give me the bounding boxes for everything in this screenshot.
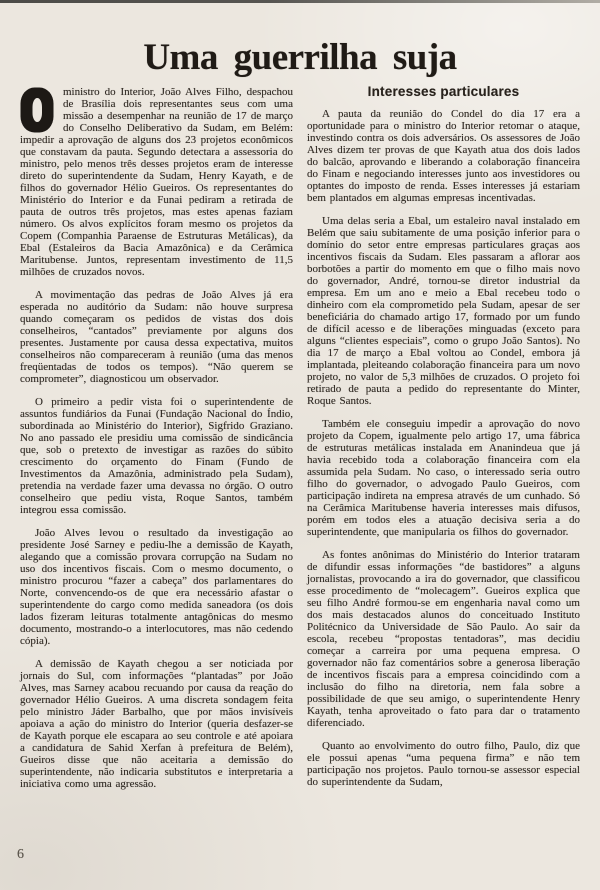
article-paragraph: A demissão de Kayath chegou a ser noticiada por jornais do Sul, com informações “plantadas” por João Alves, mas Sarney acabou recuando por causa da reação do governador Hélio Gueiros. A uma discreta sondagem feita pelo ministro Jáder Barbalho, que por mãos invisíveis apoiava a ação do ministro do Interior (queria desfazer-se de Kayath porque ele escapara ao seu controle e até apoiara a candidatura de Sahid Xerfan à prefeitura de Belém), Gueiros disse que não aceitaria a demissão do superintendente, não indicaria substitutos e interpretaria a iniciativa como uma agressão. bbox=[20, 658, 293, 790]
article-paragraph: Quanto ao envolvimento do outro filho, Paulo, diz que ele possui apenas “uma pequena firma” e não tem participação nos projetos. Paulo tornou-se assessor especial do superintendente da Sudam, bbox=[307, 740, 580, 788]
article-title: Uma guerrilha suja bbox=[143, 37, 457, 78]
article-paragraph: Também ele conseguiu impedir a aprovação do novo projeto da Copem, igualmente pelo artigo 17, uma fábrica de estruturas metálicas instalada em Ananindeua que já havia recebido toda a colaboração financeira com ela assumida pela Sudam. No caso, o interessado seria outro filho do governador, o advogado Paulo Gueiros, com participação indireta na empresa através de um cunhado. Só na Cerâmica Maritubense haveria interesses mais difusos, porém em todos eles a atuação decisiva seria a do superintendente, que manipularia os filhos do governador. bbox=[307, 418, 580, 538]
article-paragraph bbox=[20, 86, 293, 278]
article-paragraph: A pauta da reunião do Condel do dia 17 era a oportunidade para o ministro do Interior retomar o ataque, investindo contra os dois adversários. Os assessores de João Alves dizem ter provas de que Kayath atua dos dois lados do balcão, aprovando e liberando a colaboração financeira do Finam e negociando interesses junto aos investidores ou optantes do imposto de renda. Esses interesses já estariam bem plantados em algumas empresas incentivadas. bbox=[307, 108, 580, 204]
article-paragraph: As fontes anônimas do Ministério do Interior trataram de difundir essas informações “de bastidores” a alguns jornalistas, provocando a ira do governador, que classificou esse procedimento de “molecagem”. Gueiros explica que seu filho André formou-se em engenharia naval como um dos mais destacados alunos do conceituado Instituto Politécnico da Universidade de São Paulo. Ao sair da escola, recebeu “propostas tentadoras”, mas decidiu começar a carreira por uma pequena empresa. O governador não faz comentários sobre a generosa liberação de incentivos fiscais para a empresa coincidindo com a inclusão do filho na diretoria, nem fala sobre a possibilidade de que seu amigo, o superintendente Henry Kayath, tenha aproveitado o fato para dar o tratamento diferenciado. bbox=[307, 549, 580, 729]
left-column bbox=[20, 86, 293, 801]
article-body bbox=[20, 86, 580, 801]
article-paragraph: A movimentação das pedras de João Alves já era esperada no auditório da Sudam: não houve surpresa quando começaram os pedidos de vistas dos dois conselheiros, “cantados” previamente por alguns dos presentes. Justamente por causa dessa expectativa, muitos conselheiros não compareceram à reunião (uma das menos freqüentadas de todos os tempos). “Não querem se comprometer”, diagnosticou um observador. bbox=[20, 289, 293, 385]
right-column bbox=[307, 86, 580, 801]
article-paragraph: O primeiro a pedir vista foi o superintendente de assuntos fundiários da Funai (Fundação Nacional do Índio, subordinada ao Ministério do Interior), Sigfrido Graziano. No ano passado ele presidiu uma comissão de sindicância que, sob o pretexto de investigar as razões do súbito crescimento do orçamento do Finam (Fundo de Investimentos da Amazônia, administrado pela Sudam), pretendia na verdade fazer uma devassa no órgão. O outro conselheiro que pediu vista, Roque Santos, também integrou essa comissão. bbox=[20, 396, 293, 516]
article-paragraph: Uma delas seria a Ebal, um estaleiro naval instalado em Belém que saiu subitamente de uma posição inferior para o domínio do setor entre empresas particulares graças aos incentivos fiscais da Sudam. Eles passaram a aflorar aos borbotões a partir do momento em que o filho mais novo do governador, André, tornou-se diretor industrial da empresa. Em um ano e meio a Ebal recebeu todo o dinheiro com ela comprometido pela Sudam, apesar de ser beneficiária do chamado artigo 17, formado por um fundo de difícil acesso e de liberações minguadas (exceto para alguns “clientes especiais”, como o grupo João Santos). No dia 17 de março a Ebal voltou ao Condel, embora já implantada, pleiteando colaboração financeira para um novo projeto, no valor de 5,3 milhões de cruzados. O projeto foi retirado de pauta a pedido do representante do Minter, Roque Santos. bbox=[307, 215, 580, 407]
drop-cap-o bbox=[20, 87, 54, 133]
page-number: 6 bbox=[17, 847, 24, 862]
page-top-edge-artifact bbox=[0, 0, 600, 3]
article-paragraph: João Alves levou o resultado da investigação ao presidente José Sarney e pediu-lhe a demissão de Kayath, alegando que a comissão provara corrupção na Sudam no uso dos incentivos fiscais. Com o mesmo documento, o ministro procurou “fazer a cabeça” dos parlamentares do Norte, convencendo-os de que era necessário afastar o superintendente do cargo como medida saneadora (os dois lados fizeram leituras totalmente antagônicas do mesmo documento, mostrando-o a interlocutores, mas não cedendo cópia). bbox=[20, 527, 293, 647]
paragraph-text: ministro do Interior, João Alves Filho, despachou de Brasília dois representantes seus com uma missão a desempenhar na reunião de 17 de março do Conselho Deliberativo da Sudam, em Belém: impedir a aprovação de alguns dos 23 projetos econômicos que constavam da pauta. Segundo detectara a assessoria do ministro, pelo menos três desses projetos eram de interesse direto do superintendente da Sudam, Henry Kayath, e de filhos do governador Hélio Gueiros. Os representantes do Ministério do Interior e da Funai pediram a retirada de pauta de outros três projetos, mas estes apenas faziam número. Os alvos explícitos foram mesmo os projetos da Copem (Companhia Paraense de Estruturas Metálicas), da Ebal (Estaleiros da Bacia Amazônica) e da Cerâmica Maritubense. Juntos, representam investimento de 11,5 milhões de cruzados novos. bbox=[20, 86, 293, 278]
section-heading: Interesses particulares bbox=[367, 84, 520, 99]
